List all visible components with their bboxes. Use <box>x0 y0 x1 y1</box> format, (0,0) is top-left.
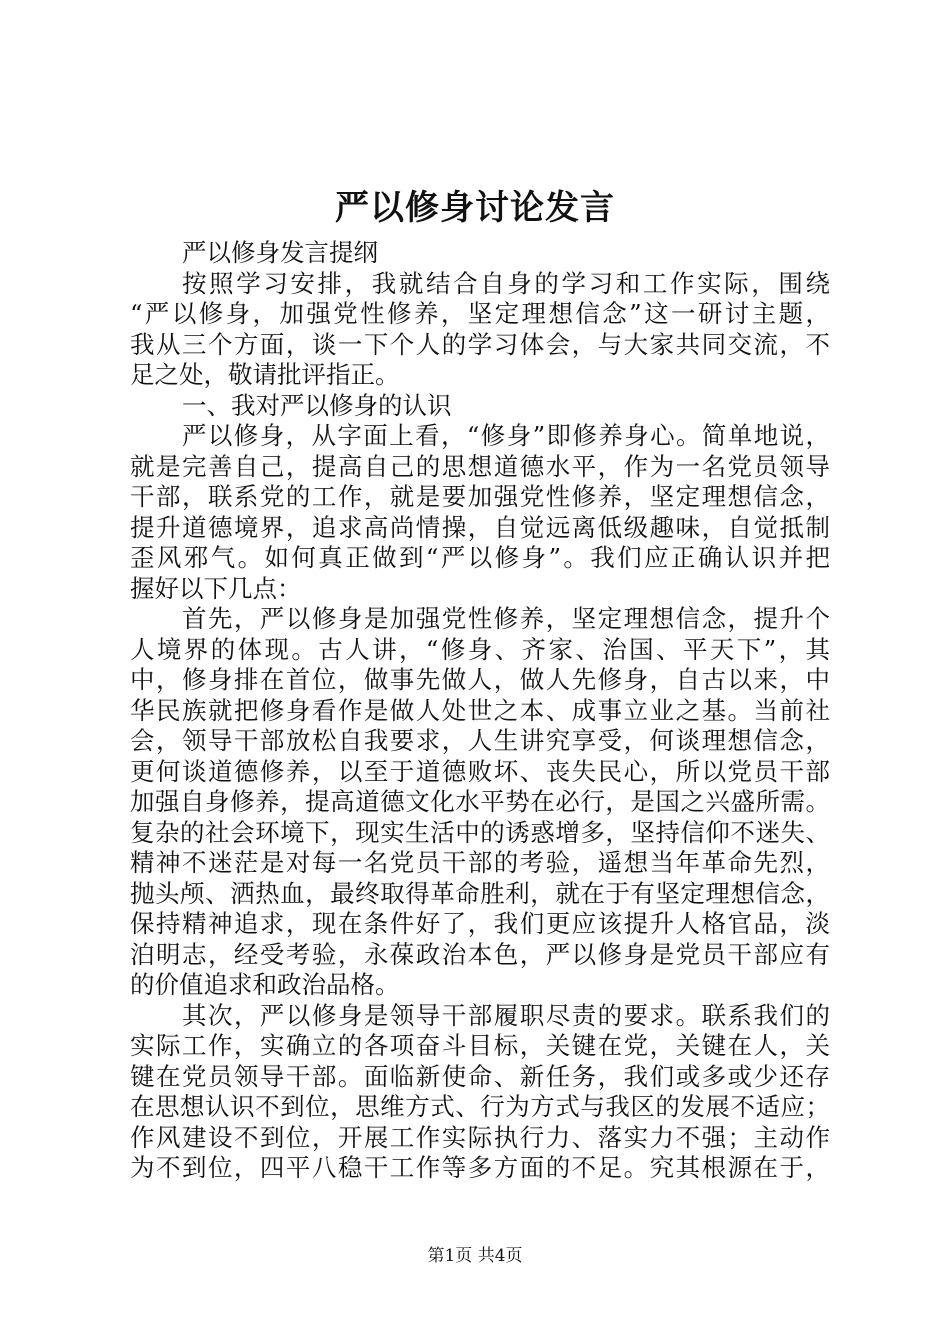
text-line: 歪风邪气。如何真正做到“严以修身”。我们应正确认识并把 <box>130 543 830 572</box>
text-line: 抛头颅、洒热血，最终取得革命胜利，就在于有坚定理想信念， <box>130 878 830 908</box>
text-line: 严以修身，从字面上看，“修身”即修养身心。简单地说， <box>182 421 830 450</box>
text-line: 干部，联系党的工作，就是要加强党性修养，坚定理想信念， <box>130 482 830 511</box>
text-line: 复杂的社会环境下，现实生活中的诱惑增多，坚持信仰不迷失、 <box>130 817 830 847</box>
text-line: 严以修身发言提纲 <box>182 238 378 267</box>
text-line: 的价值追求和政治品格。 <box>130 970 400 999</box>
text-line: 其次，严以修身是领导干部履职尽责的要求。联系我们的 <box>182 1000 830 1030</box>
document-title: 严以修身讨论发言 <box>335 188 615 228</box>
text-line: 实际工作，实确立的各项奋斗目标，关键在党，关键在人，关 <box>130 1031 830 1060</box>
text-line: 按照学习安排，我就结合自身的学习和工作实际，围绕 <box>182 268 830 298</box>
text-line: 就是完善自己，提高自己的思想道德水平，作为一名党员领导 <box>130 451 830 481</box>
section-heading: 一、我对严以修身的认识 <box>182 390 452 420</box>
document-body <box>130 238 830 1184</box>
text-line: 精神不迷茫是对每一名党员干部的考验，遥想当年革命先烈， <box>130 848 830 877</box>
text-line: 首先，严以修身是加强党性修养，坚定理想信念，提升个 <box>182 604 830 633</box>
text-line: 泊明志，经受考验，永葆政治本色，严以修身是党员干部应有 <box>130 939 830 969</box>
text-line: 足之处，敬请批评指正。 <box>130 360 400 389</box>
text-line: 我从三个方面，谈一下个人的学习体会，与大家共同交流，不 <box>130 329 830 359</box>
text-line: 更何谈道德修养，以至于道德败坏、丧失民心，所以党员干部 <box>130 756 830 786</box>
text-line: 保持精神追求，现在条件好了，我们更应该提升人格官品，淡 <box>130 909 830 938</box>
text-line: 华民族就把修身看作是做人处世之本、成事立业之基。当前社 <box>130 695 830 725</box>
text-line: 作风建设不到位，开展工作实际执行力、落实力不强；主动作 <box>130 1122 830 1152</box>
text-line: 中，修身排在首位，做事先做人，做人先修身，自古以来，中 <box>130 665 830 694</box>
text-line: 加强自身修养，提高道德文化水平势在必行，是国之兴盛所需。 <box>130 787 830 816</box>
text-line: 提升道德境界，追求高尚情操，自觉远离低级趣味，自觉抵制 <box>130 512 830 542</box>
text-line: 握好以下几点： <box>130 573 302 603</box>
text-line: 人境界的体现。古人讲，“修身、齐家、治国、平天下”，其 <box>130 634 830 664</box>
text-line: 会，领导干部放松自我要求，人生讲究享受，何谈理想信念， <box>130 726 830 755</box>
text-line: “严以修身，加强党性修养，坚定理想信念”这一研讨主题， <box>130 299 830 328</box>
text-line: 键在党员领导干部。面临新使命、新任务，我们或多或少还存 <box>130 1061 830 1091</box>
text-line: 为不到位，四平八稳干工作等多方面的不足。究其根源在于， <box>130 1153 830 1182</box>
page-number-footer: 第1页 共4页 <box>427 1246 523 1266</box>
text-line: 在思想认识不到位，思维方式、行为方式与我区的发展不适应； <box>130 1092 830 1121</box>
